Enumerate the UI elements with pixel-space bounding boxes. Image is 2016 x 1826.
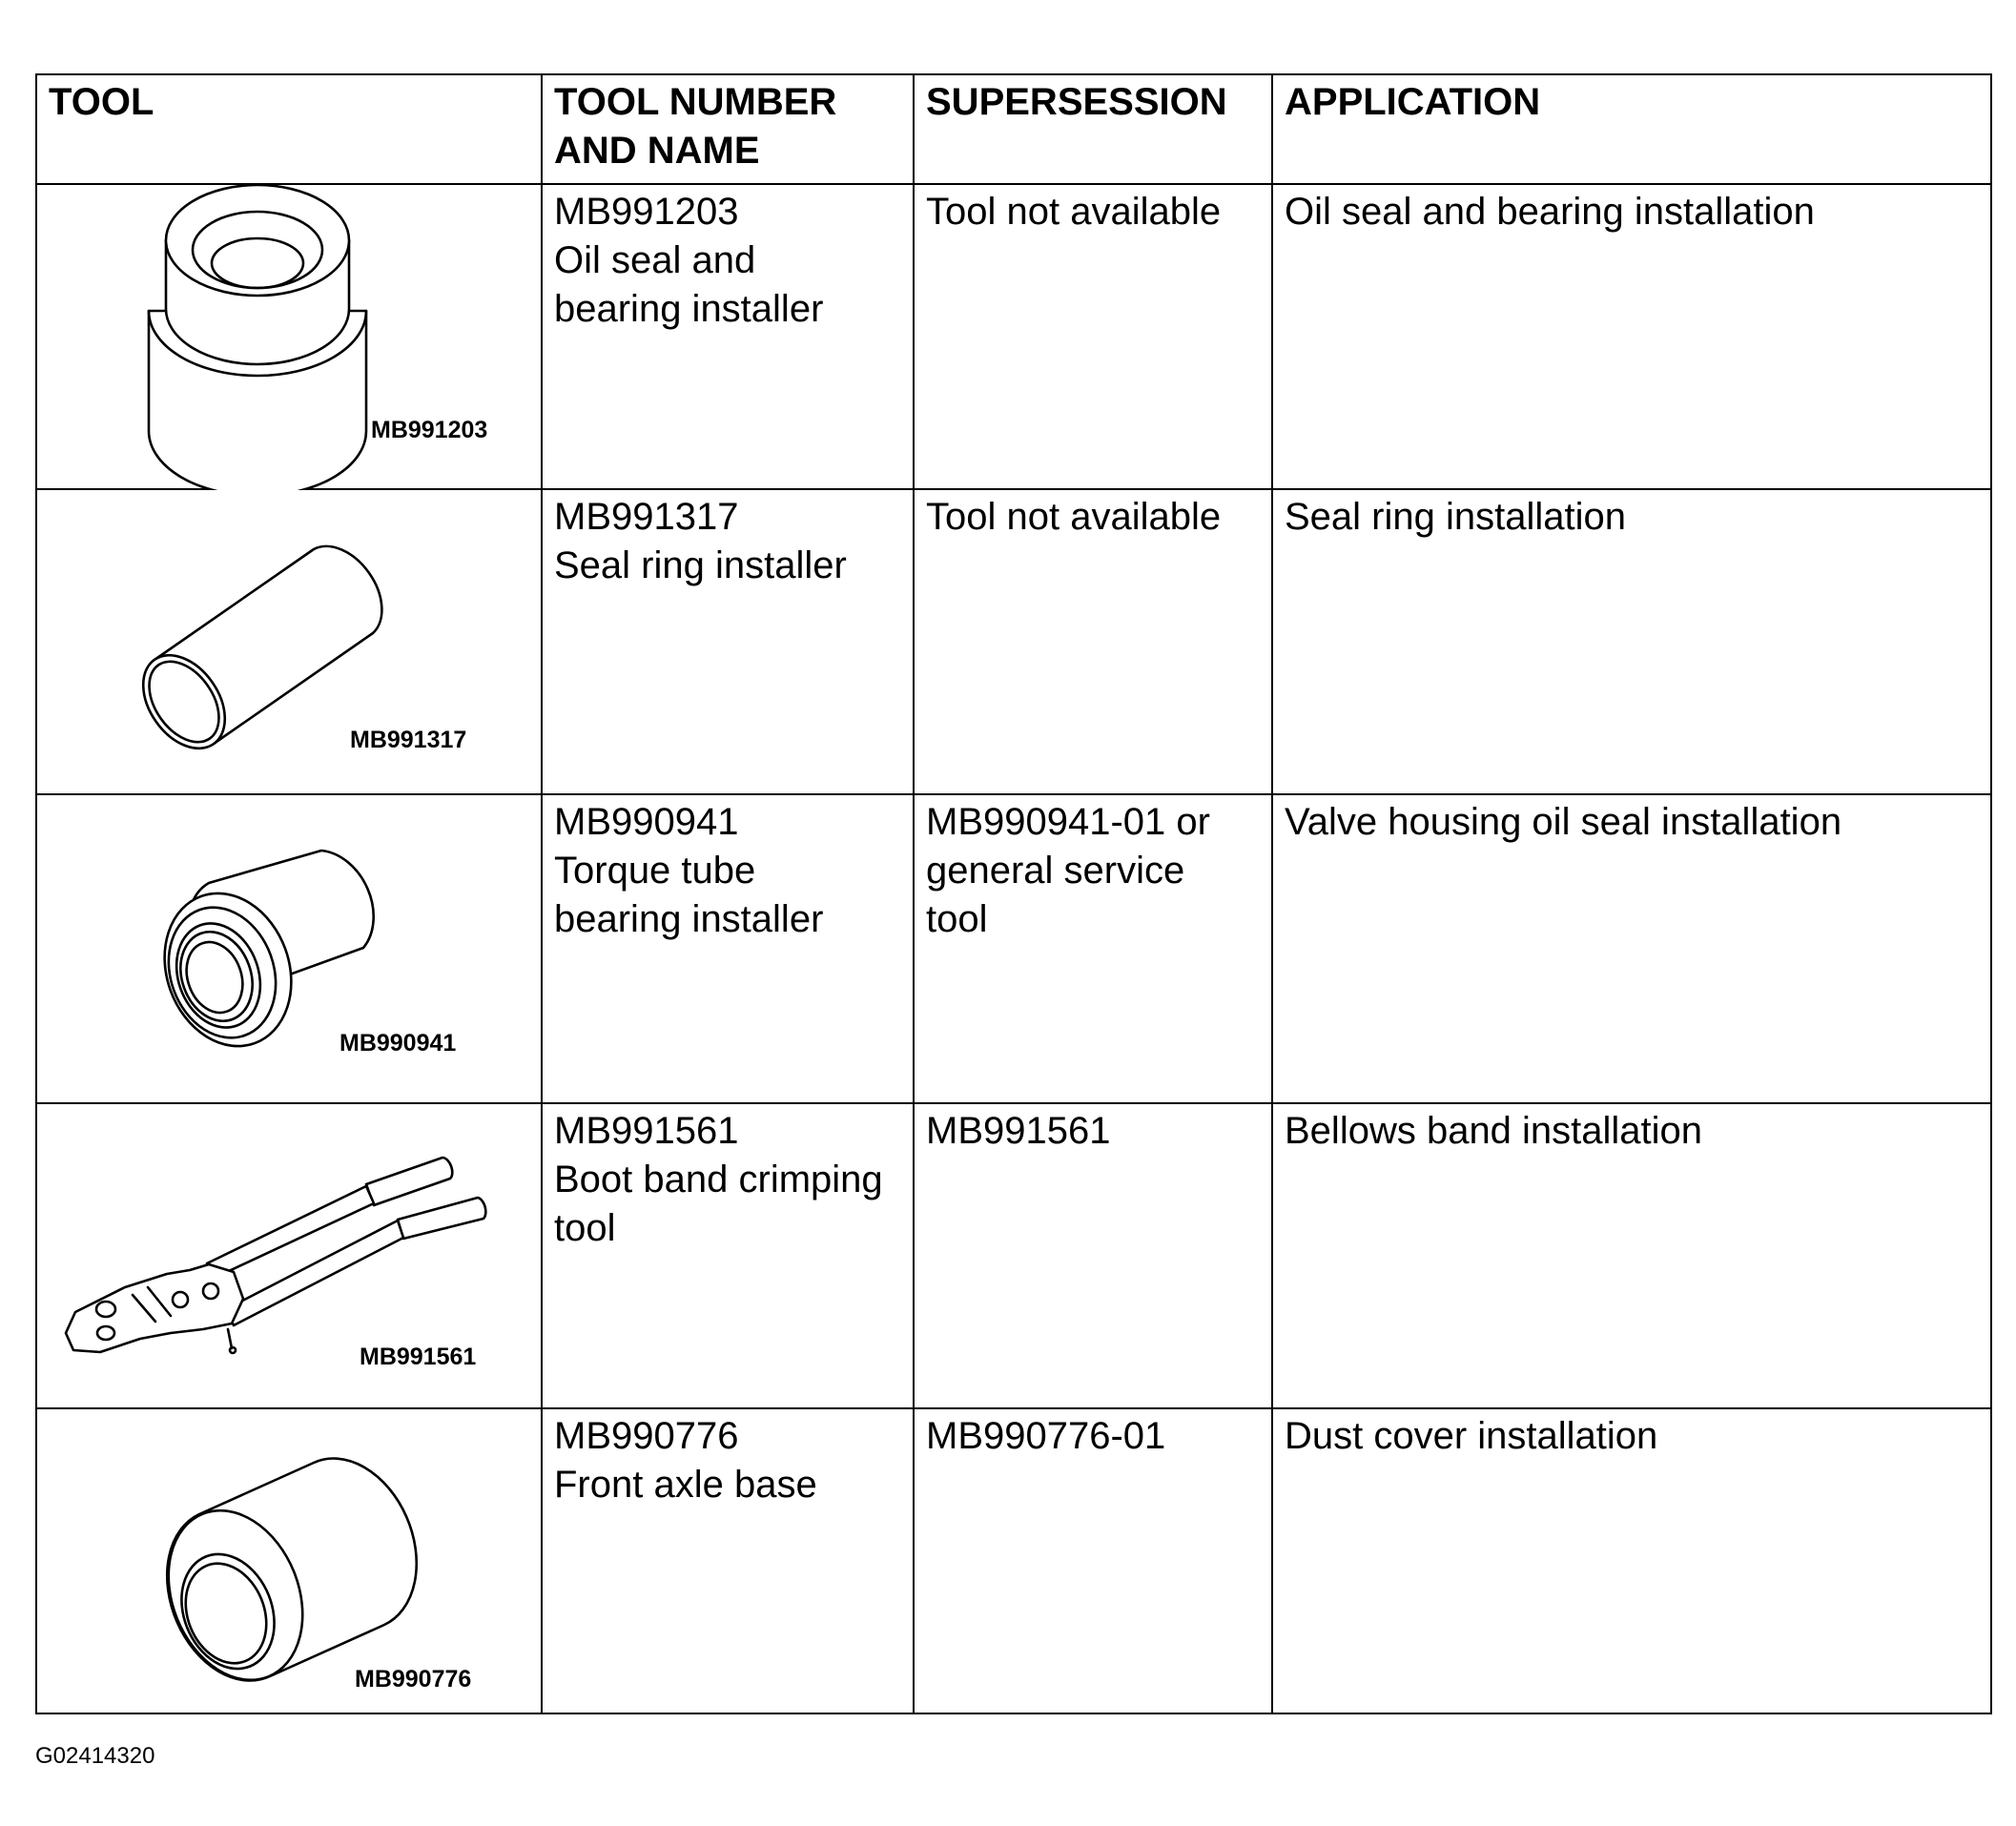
special-tools-table <box>35 73 1992 1714</box>
header-row <box>36 74 1991 184</box>
table-row <box>36 184 1991 489</box>
tool-number-name-cell <box>542 184 914 489</box>
tool-illustration-cell <box>36 794 542 1103</box>
header-line: TOOL NUMBER <box>554 81 837 123</box>
tool-number-name-cell <box>542 1408 914 1713</box>
tool-illustration-cell <box>36 184 542 489</box>
supersession-cell <box>914 794 1272 1103</box>
application-text: Dust cover installation <box>1285 1415 1658 1457</box>
torque-tube-bearing-installer-icon <box>37 795 543 1104</box>
application-text: Seal ring installation <box>1285 496 1626 538</box>
tool-name-line: Boot band crimping <box>554 1159 883 1200</box>
tool-name-line: Front axle base <box>554 1464 817 1506</box>
tool-illustration-cell <box>36 489 542 794</box>
header-tool: TOOL <box>36 74 542 184</box>
table-row <box>36 1103 1991 1408</box>
supersession-line: MB990776-01 <box>926 1415 1166 1457</box>
application-text: Bellows band installation <box>1285 1110 1703 1152</box>
tool-name-line: Seal ring installer <box>554 544 847 586</box>
figure-id: G02414320 <box>35 1743 155 1769</box>
tool-number: MB991317 <box>554 496 739 538</box>
supersession-line: Tool not available <box>926 496 1222 538</box>
tool-illustration-label: MB991317 <box>350 727 467 753</box>
application-cell <box>1272 489 1991 794</box>
tool-number: MB991561 <box>554 1110 739 1152</box>
supersession-cell <box>914 184 1272 489</box>
supersession-cell <box>914 1103 1272 1408</box>
tool-illustration-cell <box>36 1103 542 1408</box>
table-row <box>36 794 1991 1103</box>
application-cell <box>1272 184 1991 489</box>
supersession-line: general service <box>926 850 1185 892</box>
supersession-cell <box>914 489 1272 794</box>
tool-name-line: Torque tube <box>554 850 756 892</box>
tool-illustration-label: MB990941 <box>339 1030 457 1057</box>
supersession-line: tool <box>926 898 988 940</box>
supersession-cell <box>914 1408 1272 1713</box>
tool-illustration-label: MB990776 <box>355 1666 472 1693</box>
table-row <box>36 489 1991 794</box>
application-cell <box>1272 1408 1991 1713</box>
tool-number: MB990941 <box>554 801 739 843</box>
application-cell <box>1272 1103 1991 1408</box>
tool-number-name-cell <box>542 489 914 794</box>
tool-name-line: bearing installer <box>554 898 824 940</box>
application-cell <box>1272 794 1991 1103</box>
tool-number: MB990776 <box>554 1415 739 1457</box>
tool-name-line: tool <box>554 1207 616 1249</box>
table-row <box>36 1408 1991 1713</box>
tool-number: MB991203 <box>554 191 739 233</box>
header-line: AND NAME <box>554 130 760 172</box>
header-supersession: SUPERSESSION <box>914 74 1272 184</box>
tool-illustration-label: MB991203 <box>371 417 488 443</box>
header-application: APPLICATION <box>1272 74 1991 184</box>
tool-name-line: bearing installer <box>554 288 824 330</box>
application-text: Valve housing oil seal installation <box>1285 801 1842 843</box>
tool-number-name-cell <box>542 794 914 1103</box>
tool-name-line: Oil seal and <box>554 239 756 281</box>
tool-illustration-cell <box>36 1408 542 1713</box>
tool-number-name-cell <box>542 1103 914 1408</box>
supersession-line: Tool not available <box>926 191 1222 233</box>
supersession-line: MB991561 <box>926 1110 1111 1152</box>
header-tool-number-and-name <box>542 74 914 184</box>
tool-illustration-label: MB991561 <box>360 1344 477 1370</box>
supersession-line: MB990941-01 or <box>926 801 1210 843</box>
application-text: Oil seal and bearing installation <box>1285 191 1815 233</box>
seal-ring-installer-icon <box>37 490 543 795</box>
